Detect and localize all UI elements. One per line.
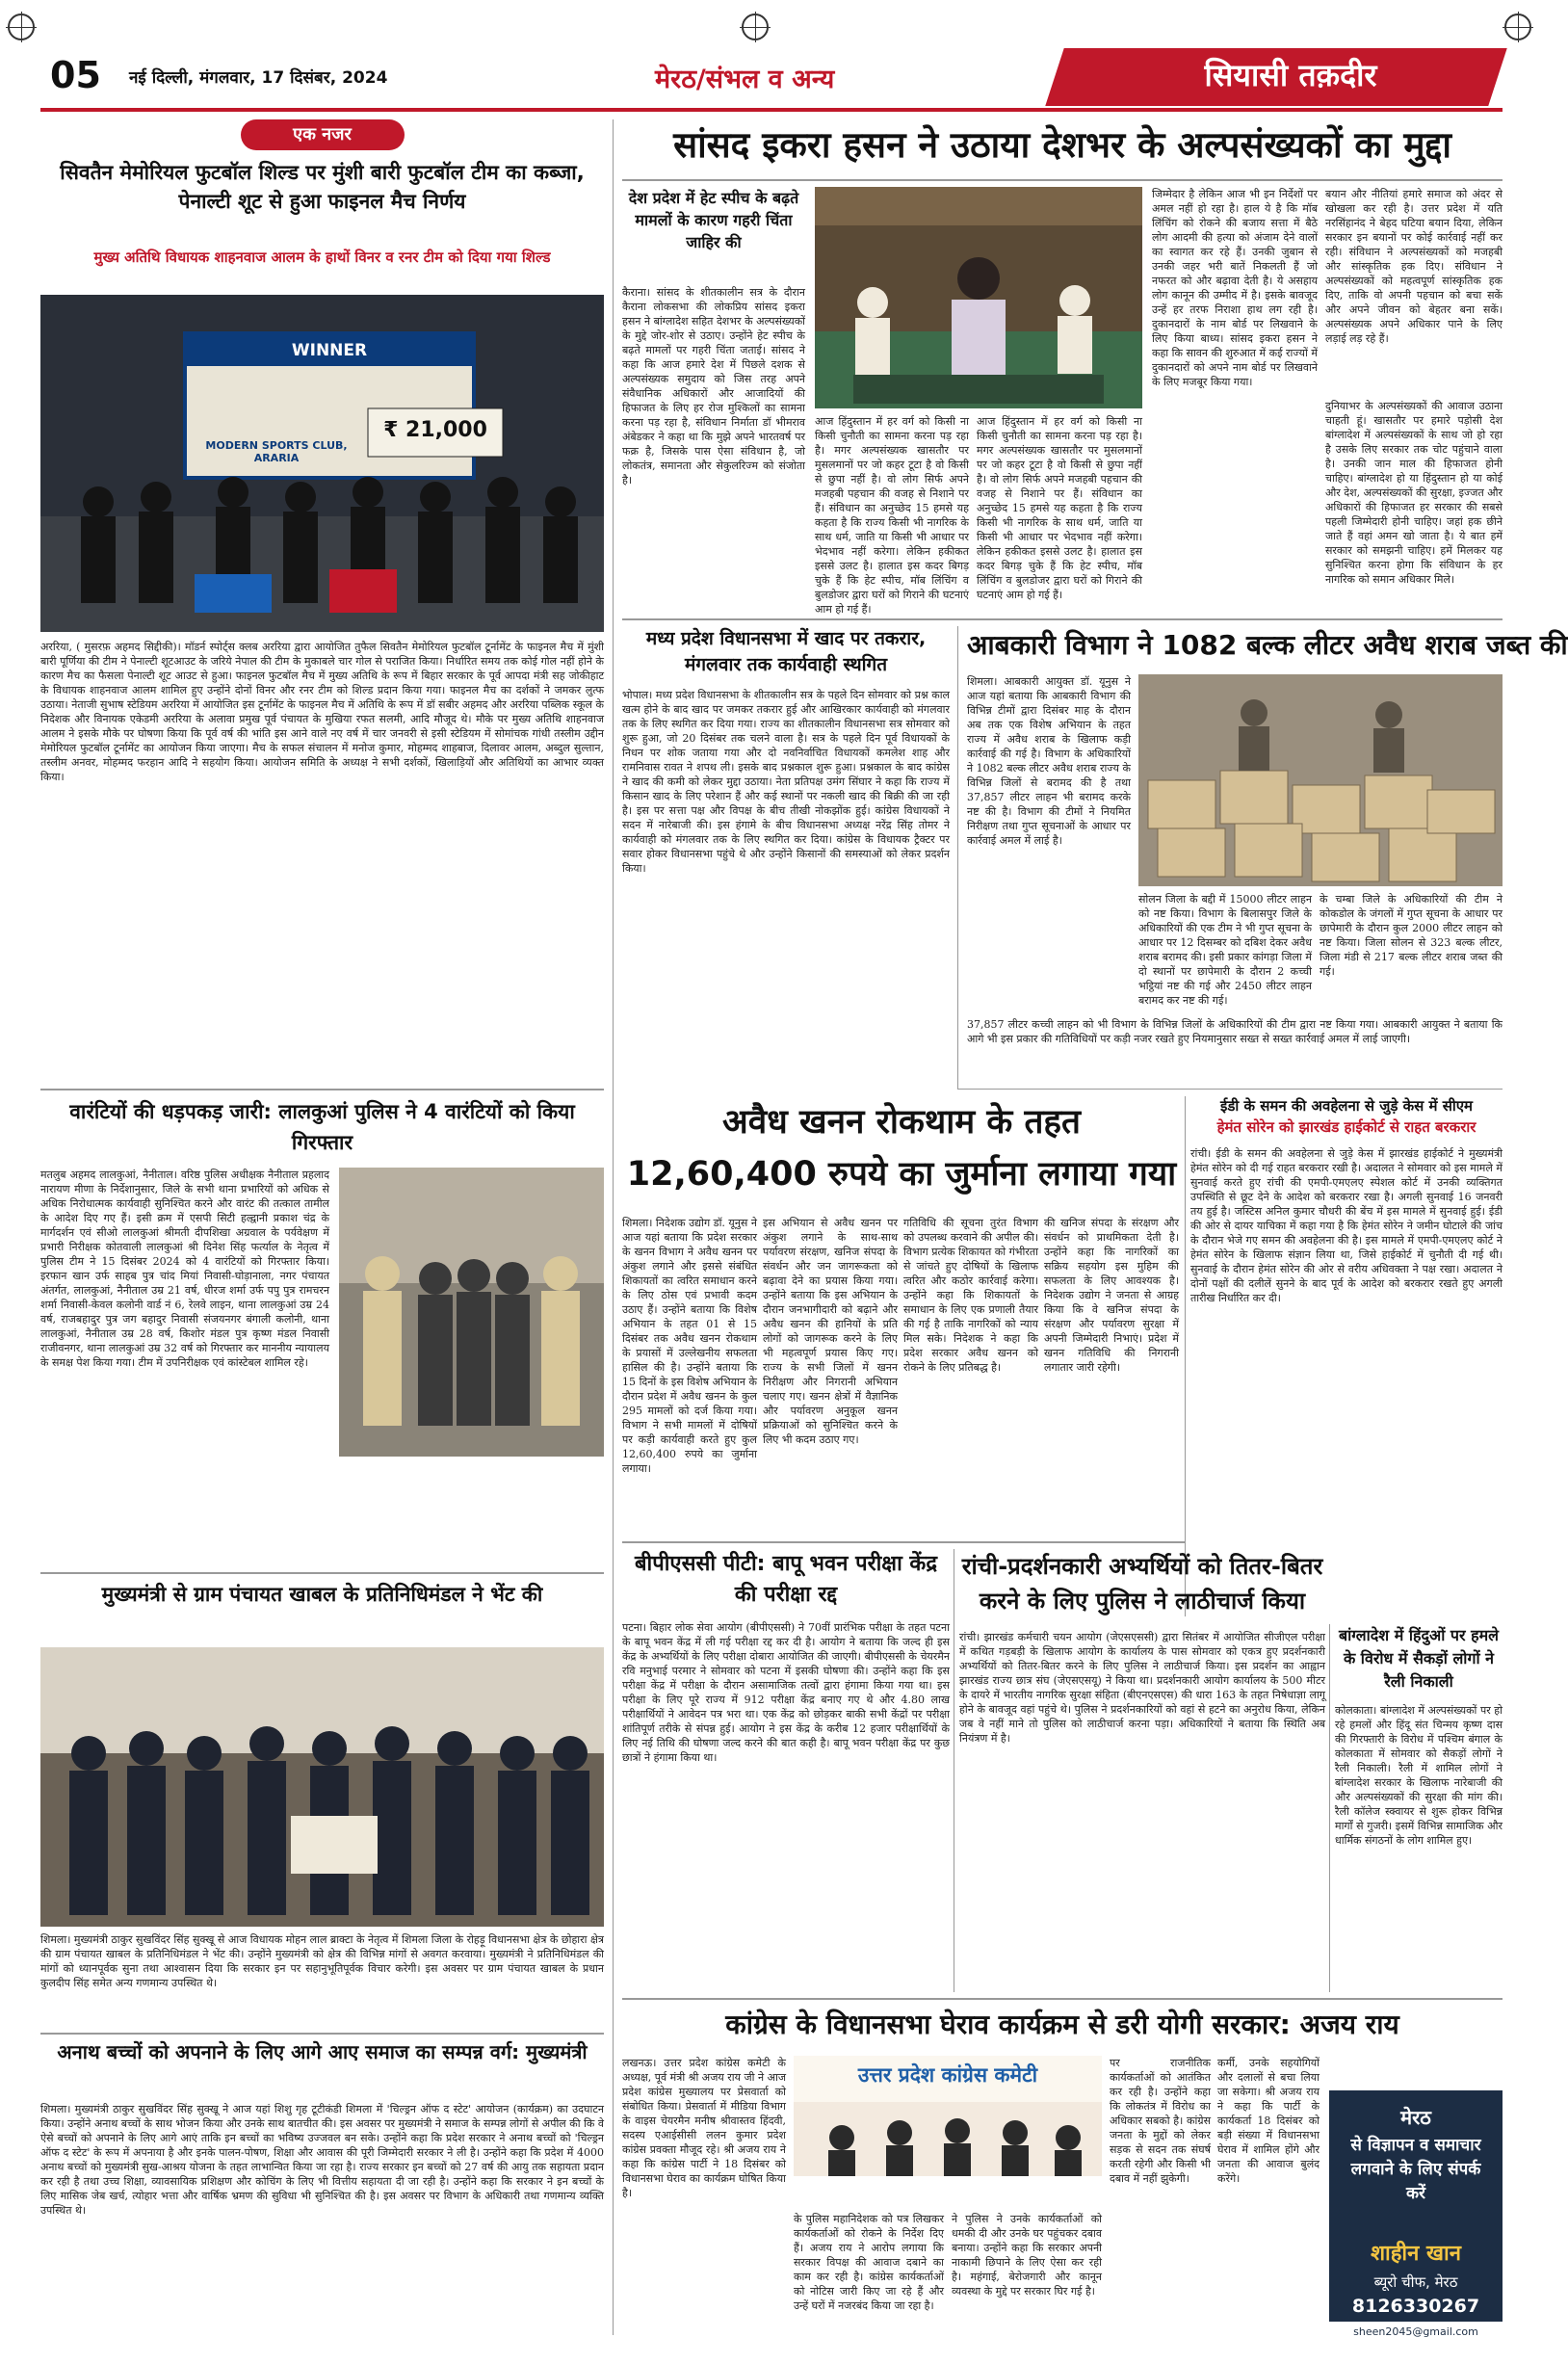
soren-headline-2: हेमंत सोरेन को झारखंड हाईकोर्ट से राहत बरकरार	[1216, 1118, 1477, 1136]
ek-nazar-subhead: मुख्य अतिथि विधायक शाहनवाज आलम के हाथों विनर व रनर टीम को दिया गया शिल्ड	[93, 249, 551, 266]
khanan-body-1: शिमला। निदेशक उद्योग डॉ. यूनुस ने आज यहां बताया कि प्रदेश सरकार के खनन विभाग ने अवैध खनन पर अंकुश लगाने और इससे संबंधित शिकायतों का त्वरित समाधान करने के लिए ठोस एवं प्रभावी कदम उठाए हैं। उन्होंने बताया कि विशेष अभियान के तहत 01 से 15 दिसंबर तक अवैध खनन रोकथाम के प्रयासों में उल्लेखनीय सफलता हासिल की है। उन्होंने बताया कि 15 दिनों के इस विशेष अभियान के दौरान प्रदेश में अवैध खनन के कुल 295 मामलों को दर्ज किया गया। विभाग ने सभी मामलों में दोषियों पर कड़ी कार्यवाही करते हुए कुल 12,60,400 रुपये का जुर्माना लगाया।	[622, 1217, 757, 1475]
khanan-col-3	[903, 1216, 1038, 1534]
bpsc-body: पटना। बिहार लोक सेवा आयोग (बीपीएससी) ने 70वीं प्रारंभिक परीक्षा के तहत पटना के बापू भवन केंद्र में ली गई परीक्षा रद्द कर दी है। आयोग ने बताया कि जल्द ही इस केंद्र के अभ्यर्थियों के लिए परीक्षा दोबारा आयोजित की जाएगी। बीपीएससी के चेयरमैन रवि मनुभाई परमार ने सोमवार को पटना में इसकी घोषणा की। उन्होंने कहा कि इस परीक्षा केंद्र में परीक्षा के दौरान असामाजिक तत्वों द्वारा हंगामा किया गया था। इस परीक्षा के लिए पूरे राज्य में 912 परीक्षा केंद्र बनाए गए थे और 4.80 लाख परीक्षार्थियों ने आवेदन पत्र भरा था। एक केंद्र को छोड़कर बाकी सभी केंद्रों पर परीक्षा शांतिपूर्ण तरीके से संपन्न हुई। आयोग ने इस केंद्र के करीब 12 हजार परीक्षार्थियों के लिए नई तिथि की घोषणा जल्द करने की बात कही है। बापू भवन परीक्षा केंद्र पर कुछ छात्रों ने हंगामा किया था।	[622, 1621, 950, 1764]
column-divider	[957, 626, 958, 1089]
abkari-body-2: सोलन जिला के बद्दी में 15000 लीटर लाहन को नष्ट किया। विभाग के बिलासपुर जिले के अधिकारियों की एक टीम ने भी गुप्त सूचना के आधार पर 12 दिसम्बर को दबिश देकर अवैध शराब बरामद की। इसी प्रकार कांगड़ा जिला में दो स्थानों पर छापेमारी के दौरान 2 कच्ची भट्ठियां नष्ट की गई और 2450 लीटर लाहन बरामद कर नष्ट की गई।	[1138, 893, 1312, 1007]
ranchi-article	[959, 1549, 1325, 1996]
anath-headline: अनाथ बच्चों को अपनाने के लिए आगे आए समाज का सम्पन्न वर्ग: मुख्यमंत्री	[57, 2040, 588, 2063]
police-photo	[339, 1168, 604, 1457]
iqra-body-1: कैराना। सांसद के शीतकालीन सत्र के दौरान कैराना लोकसभा की लोकप्रिय सांसद इकरा हसन ने बांग्लादेश सहित देशभर के अल्पसंख्यकों के मुद्दे जोर-शोर से उठाए। उन्होंने हेट स्पीच के बढ़ते मामलों पर गहरी चिंता जताई। सांसद ने कहा कि आज हमारे देश में पिछले दशक से अल्पसंख्यक समुदाय को जिस तरह अपने संवैधानिक अधिकारों और आजादियों की हिफाजत के लिए हर रोज मुश्किलों का सामना करना पड़ रहा है, संविधान निर्माता डॉ भीमराव अंबेडकर ने कहा था कि मुझे अपने भारतवर्ष पर फक्र है, जिसके पास ऐसा संविधान है, जो लोकतंत्र, समानता और सेकुलरिज्म को संजोता है।	[622, 286, 805, 486]
ek-nazar-label: एक नजर	[241, 119, 405, 150]
parliament-image	[815, 187, 1142, 408]
khanan-col-2	[763, 1216, 898, 1534]
abkari-article	[967, 626, 1568, 669]
registration-mark-icon	[8, 13, 35, 40]
date-line: नई दिल्ली, मंगलवार, 17 दिसंबर, 2024	[129, 68, 388, 88]
iqra-body-2: आज हिंदुस्तान में हर वर्ग को किसी ना किसी चुनौती का सामना करना पड़ रहा है। मगर अल्पसंख्यक खासतौर पर मुसलमानों पर जो कहर टूटा है वो किसी से छुपा नहीं है। वो लोग सिर्फ अपने मजहबी पहचान की वजह से निशाने पर हैं। संविधान का अनुच्छेद 15 हमसे यह कहता है कि राज्य किसी भी नागरिक के साथ धर्म, जाति या किसी भी आधार पर भेदभाव नहीं करेगा। लेकिन हकीकत इससे उलट है। हालात इस कदर बिगड़ चुके हैं कि हेट स्पीच, मॉब लिंचिंग व बुलडोजर द्वारा घरों को गिराने की घटनाएं आम हो गई हैं।	[815, 415, 969, 616]
congress-col-2	[794, 2212, 944, 2335]
ranchi-body: रांची। झारखंड कर्मचारी चयन आयोग (जेएसएससी) द्वारा सितंबर में आयोजित सीजीएल परीक्षा में कथित गड़बड़ी के खिलाफ आयोग के कार्यालय के पास सोमवार को एकत्र हुए प्रदर्शनकारी अभ्यर्थियों को तितर-बितर करने के लिए पुलिस ने लाठीचार्ज किया। इस प्रदर्शन का आह्वान झारखंड राज्य छात्र संघ (जेएसएसयू) ने किया था। प्रदर्शनकारी आयोग कार्यालय के 500 मीटर के दायरे में भारतीय नागरिक सुरक्षा संहिता (बीएनएसएस) की धारा 163 के तहत निषेधाज्ञा लागू होने के बावजूद वहां पहुंचे थे। पुलिस ने प्रदर्शनकारियों को वहां से हटने का अनुरोध किया, लेकिन जब वे नहीं माने तो पुलिस को लाठीचार्ज करना पड़ा। अधिकारियों ने बताया कि स्थिति अब नियंत्रण में है।	[959, 1631, 1325, 1745]
section-title: मेरठ/संभल व अन्य	[655, 65, 835, 94]
khanan-body-4: की खनिज संपदा के संरक्षण और संवर्धन को प्राथमिकता देती है। उन्होंने कहा कि नागरिकों का सक्रिय सहयोग इस मुहिम की सफलता के लिए आवश्यक है। निदेशक उद्योग ने जनता से आग्रह किया कि वे खनिज संपदा के संरक्षण और पर्यावरण सुरक्षा में अपनी जिम्मेदारी निभाएं। प्रदेश में खनन गतिविधि की निगरानी लगातार जारी रहेगी।	[1044, 1217, 1179, 1374]
page-number: 05	[50, 54, 101, 96]
congress-body-4: पर राजनीतिक कार्यकर्ताओं को आतंकित कर रही है। उन्होंने कहा कि लोकतंत्र में विरोध का अधिकार सबको है। कांग्रेस जनता के मुद्दों को लेकर सड़क से सदन तक संघर्ष करती रहेगी और किसी भी दबाव में नहीं झुकेगी।	[1110, 2057, 1211, 2185]
ad-city: मेरठ	[1400, 2106, 1431, 2129]
seized-liquor-image	[1138, 674, 1503, 886]
page-header	[0, 0, 1541, 114]
iqra-subhead: देश प्रदेश में हेट स्पीच के बढ़ते मामलों के कारण गहरी चिंता जाहिर की	[628, 189, 799, 251]
khanan-col-4	[1044, 1216, 1179, 1534]
divider	[622, 618, 1503, 620]
iqra-col-4	[1325, 187, 1503, 613]
congress-photo	[794, 2056, 1102, 2205]
advertisement-box	[1329, 2090, 1503, 2322]
divider	[40, 2033, 604, 2035]
abkari-body-3: के चम्बा जिले के अधिकारियों की टीम ने कोकडोल के जंगलों में गुप्त सूचना के आधार पर छापेमारी के दौरान कुल 2000 लीटर लाहन को नष्ट किया। जिला सोलन से 323 बल्क लीटर, जिला मंडी से 217 बल्क लीटर शराब जब्त की गई।	[1320, 893, 1503, 978]
abkari-col-3	[1320, 892, 1503, 1011]
divider	[40, 1572, 604, 1574]
congress-body-1: लखनऊ। उत्तर प्रदेश कांग्रेस कमेटी के अध्यक्ष, पूर्व मंत्री श्री अजय राय जी ने आज प्रदेश कांग्रेस मुख्यालय पर प्रेसवार्ता को संबोधित किया। प्रेसवार्ता में मीडिया विभाग के वाइस चेयरमैन मनीष श्रीवास्तव हिंदवी, सदस्य एआईसीसी ललन कुमार प्रदेश कांग्रेस प्रवक्ता मौजूद रहे। श्री अजय राय ने कहा कि कांग्रेस पार्टी ने 18 दिसंबर को विधानसभा घेराव का कार्यक्रम घोषित किया है।	[622, 2057, 786, 2199]
khanan-body-2: इस अभियान से अवैध खनन पर अंकुश लगाने के साथ-साथ पर्यावरण संरक्षण, खनिज संपदा के संवर्धन और जन जागरूकता को बढ़ावा देने का प्रयास किया गया। उन्होंने बताया कि इस अभियान के दौरान जनभागीदारी को बढ़ाने और अवैध खनन की हानियों के प्रति लोगों को जागरूक करने के लिए भी महत्वपूर्ण प्रयास किए गए। राज्य के सभी जिलों में खनन निरीक्षण और निगरानी अभियान चलाए गए। खनन क्षेत्रों में वैज्ञानिक और पर्यावरण अनुकूल खनन प्रक्रियाओं को सुनिश्चित करने के लिए भी कदम उठाए गए।	[763, 1217, 898, 1446]
congress-article	[622, 2006, 1503, 2048]
ad-text: से विज्ञापन व समाचार लगवाने के लिए संपर्क करें	[1350, 2136, 1481, 2203]
congress-headline: कांग्रेस के विधानसभा घेराव कार्यक्रम से डरी योगी सरकार: अजय राय	[725, 2009, 1399, 2040]
soren-headline-1: ईडी के समन की अवहेलना से जुड़े केस में सीएम	[1220, 1097, 1473, 1115]
ek-nazar-headline: सिवतैन मेमोरियल फुटबॉल शिल्ड पर मुंशी बारी फुटबॉल टीम का कब्जा, पेनाल्टी शूट से हुआ फाइनल मैच निर्णय	[60, 161, 585, 213]
cm-delegation-image	[40, 1647, 604, 1927]
khanan-col-1	[622, 1216, 757, 1534]
congress-body-5: कर्मी, उनके सहयोगियों और दलालों से बचा लिया जा सकेगा। श्री अजय राय ने कहा कि पार्टी के कार्यकर्ता 18 दिसंबर को बड़ी संख्या में विधानसभा घेराव में शामिल होंगे और जनता की आवाज बुलंद करेंगे।	[1217, 2057, 1320, 2185]
ad-name: शाहीन खान	[1371, 2242, 1461, 2266]
iqra-col-3	[1152, 187, 1318, 613]
congress-body-3: ने पुलिस ने उनके कार्यकर्ताओं को धमकी दी और उनके घर पहुंचकर दबाव बनाया। उन्होंने कहा कि सरकार अपनी नाकामी छिपाने के लिए ऐसा कर रही है। महंगाई, बेरोजगारी और कानून व्यवस्था के मुद्दे पर सरकार घिर गई है।	[952, 2213, 1102, 2298]
bangladesh-body: कोलकाता। बांग्लादेश में अल्पसंख्यकों पर हो रहे हमलों और हिंदू संत चिन्मय कृष्ण दास की गिरफ्तारी के विरोध में पश्चिम बंगाल के कोलकाता में सोमवार को सैकड़ों लोगों ने रैली निकाली। रैली में शामिल लोगों ने बांग्लादेश सरकार के खिलाफ नारेबाजी की और अल्पसंख्यकों की सुरक्षा की मांग की। रैली कॉलेज स्क्वायर से शुरू होकर विभिन्न मार्गों से गुजरी। इसमें विभिन्न सामाजिक और धार्मिक संगठनों के लोग शामिल हुए।	[1335, 1704, 1503, 1847]
congress-banner: उत्तर प्रदेश कांग्रेस कमेटी	[857, 2063, 1038, 2087]
registration-mark-icon	[742, 13, 769, 40]
ad-phone: 8126330267	[1351, 2296, 1480, 2317]
khabal-article	[40, 1580, 604, 2033]
mp-body: भोपाल। मध्य प्रदेश विधानसभा के शीतकालीन सत्र के पहले दिन सोमवार को प्रश्न काल खत्म होने के बाद खाद पर जमकर तकरार हुई और आखिरकार कार्यवाही को मंगलवार तक के लिए स्थगित कर दिया गया। राज्य का शीतकालीन विधानसभा सत्र सोमवार को शुरू हुआ, जो 20 दिसंबर तक चलने वाला है। सत्र के पहले दिन पूर्व विधायकों के निधन पर शोक जताया गया और दो नवनिर्वाचित विधायकों कमलेश शाह और रामनिवास रावत ने शपथ ली। इसके बाद प्रश्नकाल शुरू हुआ। प्रश्नकाल के बाद कांग्रेस ने खाद की कमी को लेकर मुद्दा उठाया। नेता प्रतिपक्ष उमंग सिंघार ने कहा कि राज्य में किसान खाद के लिए परेशान हैं और कई स्थानों पर नकली खाद की बिक्री की जा रही है। इस पर सत्ता पक्ष और विपक्ष के बीच तीखी नोकझोंक हुई। कांग्रेस विधायकों ने सदन में नारेबाजी की। इस हंगामे के बीच विधानसभा अध्यक्ष नरेंद्र सिंह तोमर ने कार्यवाही को मंगलवार तक के लिए स्थगित कर दिया। कांग्रेस के विधायक ट्रैक्टर पर सवार होकर विधानसभा पहुंचे थे और उन्होंने किसानों की समस्याओं को लेकर प्रदर्शन किया।	[622, 689, 950, 875]
congress-col-4	[1110, 2056, 1211, 2335]
congress-col-5	[1217, 2056, 1320, 2335]
divider	[957, 1089, 1503, 1090]
bpsc-headline: बीपीएससी पीटी: बापू भवन परीक्षा केंद्र की परीक्षा रद्द	[634, 1552, 938, 1607]
iqra-body-3: जिम्मेदार है लेकिन आज भी इन निर्देशों पर अमल नहीं हो रहा है। हाल ये है कि मॉब लिंचिंग को रोकने की बजाय सत्ता में बैठे लोग आदमी की हत्या को अंजाम देने वालों का स्वागत कर रहे हैं। उनकी जुबान से उनकी जहर भरी बातें निकलती हैं जो नफरत को और बढ़ावा देती है। ये असहाय लोग कानून की उम्मीद में है। इसके बावजूद उन्हें हर तरफ निराशा हाथ लग रही है। दुकानदारों के नाम बोर्ड पर लिखवाने के लिए किया बाध्य। सांसद इकरा हसन ने कहा कि सावन की शुरुआत में कई राज्यों में दुकानदारों को अपने नाम बोर्ड पर लिखवाने के लिए मजबूर किया गया।	[1152, 188, 1318, 388]
anath-article	[40, 2038, 604, 2354]
iqra-photo	[815, 187, 1142, 408]
iqra-body-4: बयान और नीतियां हमारे समाज को अंदर से खोखला कर रही है। उत्तर प्रदेश में यति नरसिंहानंद ने बेहद घटिया बयान दिया, लेकिन सरकार इन बयानों पर कोई कार्रवाई नहीं कर रही। संविधान ने अल्पसंख्यकों को मजहबी और सांस्कृतिक हक दिए। संविधान ने अल्पसंख्यकों को महत्वपूर्ण सांस्कृतिक हक दिए, ताकि वो अपनी पहचान को बचा सकें और अपने जीवन को बेहतर बना सकें। अल्पसंख्यक अपने अधिकार पाने के लिए लड़ाई लड़ रहे हैं।	[1325, 188, 1503, 345]
column-divider	[1329, 1624, 1330, 1992]
iqra-article	[622, 119, 1503, 175]
iqra-body-2b: आज हिंदुस्तान में हर वर्ग को किसी ना किसी चुनौती का सामना करना पड़ रहा है। मगर अल्पसंख्यक खासतौर पर मुसलमानों पर जो कहर टूटा है वो किसी से छुपा नहीं है। वो लोग सिर्फ अपने मजहबी पहचान की वजह से निशाने पर हैं। संविधान का अनुच्छेद 15 हमसे यह कहता है कि राज्य किसी भी नागरिक के साथ धर्म, जाति या किसी भी आधार पर भेदभाव नहीं करेगा। लेकिन हकीकत इससे उलट है। हालात इस कदर बिगड़ चुके हैं कि हेट स्पीच, मॉब लिंचिंग व बुलडोजर द्वारा घरों को गिराने की घटनाएं आम हो गई हैं।	[977, 415, 1142, 601]
iqra-col-2b	[977, 414, 1142, 613]
soren-body: रांची। ईडी के समन की अवहेलना से जुड़े केस में झारखंड हाईकोर्ट ने मुख्यमंत्री हेमंत सोरेन को दी गई राहत बरकरार रखी है। अदालत ने सोमवार को इस मामले में सुनवाई करते हुए रांची की एमपी-एमएलए स्पेशल कोर्ट में उनकी व्यक्तिगत उपस्थिति से छूट देने के आदेश को बरकरार रखा है। अगली सुनवाई 16 जनवरी तय हुई है। जस्टिस अनिल कुमार चौधरी की बेंच में इस मामले में सुनवाई हुई। ईडी की ओर से दायर याचिका में कहा गया है कि हेमंत सोरेन ने जमीन घोटाले की जांच के दौरान भेजे गए समन की अवहेलना की है। इस मामले में एमपी-एमएलए कोर्ट ने हेमंत सोरेन के खिलाफ संज्ञान लिया था, जिसे हाईकोर्ट में चुनौती दी गई थी। सुनवाई के दौरान हेमंत सोरेन की ओर से वरीय अधिवक्ता ने पक्ष रखा। अदालत ने दोनों पक्षों की दलीलें सुनने के बाद पूर्व के आदेश को बरकरार रखते हुए अगली तारीख निर्धारित कर दी।	[1190, 1147, 1503, 1304]
abkari-col-4	[967, 1017, 1503, 1085]
divider	[622, 1998, 1503, 2000]
mp-headline: मध्य प्रदेश विधानसभा में खाद पर तकरार, मंगलवार तक कार्यवाही स्थगित	[645, 628, 927, 675]
bangladesh-article	[1335, 1624, 1503, 1992]
abkari-headline: आबकारी विभाग ने 1082 बल्क लीटर अवैध शराब जब्त की	[967, 629, 1568, 661]
ad-email: sheen2045@gmail.com	[1353, 2325, 1478, 2338]
football-photo	[40, 295, 604, 632]
cm-meeting-photo	[40, 1647, 604, 1927]
congress-col-1	[622, 2056, 786, 2335]
ek-nazar-article	[40, 119, 604, 1112]
ad-role: ब्यूरो चीफ, मेरठ	[1373, 2273, 1458, 2291]
photo-banner-winner: WINNER	[291, 341, 368, 360]
bpsc-article	[622, 1549, 950, 1996]
mp-article	[622, 626, 950, 1087]
abkari-body-4: 37,857 लीटर कच्ची लाहन को भी विभाग के विभिन्न जिलों के अधिकारियों की टीम द्वारा नष्ट किया गया। आबकारी आयुक्त ने बताया कि आगे भी इस प्रकार की गतिविधियों पर कड़ी नजर रखते हुए नियमानुसार सख्त से सख्त कार्रवाई अमल में लाई जाएगी।	[967, 1018, 1503, 1045]
column-divider	[1185, 1096, 1186, 1616]
divider	[622, 179, 1503, 181]
column-divider	[613, 119, 614, 2335]
divider	[40, 1089, 604, 1090]
iqra-body-5: दुनियाभर के अल्पसंख्यकों की आवाज उठाना चाहती हूं। खासतौर पर हमारे पड़ोसी देश बांग्लादेश में अल्पसंख्यकों के साथ जो हो रहा है उसके लिए सरकार तक चोट पहुंचाने वाला है। उनकी जान माल की हिफाजत होनी चाहिए। बांग्लादेश हो या हिंदुस्तान हो या कोई और देश, अल्पसंख्यकों की सुरक्षा, इज्जत और अधिकारों की हिफाजत हर सरकार की सबसे पहली जिम्मेदारी होनी चाहिए। जहां हक छीने जाते हैं वहां अमन खो जाता है। ये बात हमें सरकार को समझनी चाहिए। हमें मिलकर यह सुनिश्चित करना होगा कि संविधान के हर नागरिक को समान अधिकार मिले।	[1325, 400, 1503, 586]
header-divider	[40, 108, 1503, 112]
photo-cheque-amount: ₹ 21,000	[383, 418, 487, 442]
iqra-col-2	[815, 414, 969, 616]
photo-banner-club: MODERN SPORTS CLUB, ARARIA	[205, 439, 348, 464]
congress-col-3	[952, 2212, 1102, 2335]
warrant-body: मतलुब अहमद लालकुआं, नैनीताल। वरिष्ठ पुलिस अधीक्षक नैनीताल प्रहलाद नारायण मीणा के निर्देशानुसार, जिले के सभी थाना प्रभारियों को अधिक से अधिक निरोधात्मक कार्यवाही सुनिश्चित करने और वारंट की तत्‍काल तामील के आदेश दिए गए हैं। इसी क्रम में एसपी सिटी हल्द्वानी प्रकाश चंद्र के मार्गदर्शन एवं सीओ लालकुआं श्रीमती दीपशिखा अग्रवाल के पर्यवेक्षण में प्रभारी निरीक्षक कोतवाली लालकुआं श्री दिनेश सिंह फर्त्याल के नेतृत्व में पुलिस टीम ने 15 दिसंबर 2024 को 4 वारंटियों को गिरफ्तार किया। इरफान खान उर्फ साहब पुत्र चांद मियां निवासी-घोड़ानाला, नगर पंचायत अंतर्गत, लालकुआं, नैनीताल उम्र 21 वर्ष, धीरज शर्मा उर्फ पपु पुत्र रामचरन शर्मा निवासी-केवल कलोनी वार्ड नं 6, रेलवे लाइन, थाना लालकुआं उम्र 24 वर्ष, राजबहादुर पुत्र जग बहादुर निवासी संजयनगर बंगाली कलोनी, थाना लालकुआं, नैनीताल उम्र 28 वर्ष, किशोर मंडल पुत्र कृष्ण मंडल निवासी राजीवनगर, थाना लालकुआं उम्र 32 वर्ष को गिरफ्तार कर माननीय न्यायालय के समक्ष पेश किया गया। टीम में उपनिरीक्षक एवं कांस्टेबल शामिल रहे।	[40, 1169, 329, 1369]
tagline: सियासी तक़दीर	[1204, 57, 1377, 93]
liquor-photo	[1138, 674, 1503, 886]
khabal-body: शिमला। मुख्यमंत्री ठाकुर सुखविंदर सिंह सुक्खू से आज विधायक मोहन लाल ब्राक्टा के नेतृत्व में शिमला जिला के रोहड़ू विधानसभा क्षेत्र के छोहारा क्षेत्र की ग्राम पंचायत खाबल के प्रतिनिधिमंडल ने भेंट की। उन्होंने मुख्यमंत्री को क्षेत्र की विभिन्न मांगों से अवगत करवाया। मुख्यमंत्री ने प्रतिनिधिमंडल की मांगों को ध्यानपूर्वक सुना तथा आश्वासन दिया कि सरकार इन पर सहानुभूतिपूर्वक विचार करेगी। इस अवसर पर ग्राम पंचायत खाबल के प्रधान कुलदीप सिंह समेत अन्य गणमान्य उपस्थित थे।	[40, 1933, 604, 1989]
registration-mark-icon	[1504, 13, 1531, 40]
ek-nazar-body: अररिया, ( मुसरफ़ अहमद सिद्दीकी)। मॉडर्न स्पोर्ट्स क्लब अररिया द्वारा आयोजित तुफैल सिवतैन मेमोरियल फुटबॉल टूर्नामेंट के फाइनल मैच में मुंशी बारी पूर्णिया की टीम ने पेनाल्टी शूटआउट के जरिये नेपाल की टीम के मुकाबले चार गोल से पराजित किया। निर्धारित समय तक कोई गोल नहीं होने के कारण मैच का फैसला पेनाल्टी शूट आउट से हुआ। फाइनल फुटबॉल मैच में मुख्य अतिथि के रूप में बिहार सरकार के पूर्व आपदा मंत्री सह जोकीहाट के विधायक शाहनवाज आलम शामिल हुए उन्होंने दोनों विनर और रनर टीम को शिल्ड प्रदान किया गया। फाइनल मैच का दर्शकों ने जमकर लुत्फ उठाया। नेताजी सुभाष स्टेडियम अररिया में आयोजित इस टूर्नामेंट के फाइनल मैच में अतिथि के रूप में डॉ सबीर अहमद और अररिया पब्लिक स्कूल के निदेशक और विनायक एकेडमी अररिया के अलावा प्रमुख पूर्व पंचायत के मुखिया रफत सलमी, आदि मौजूद थे। मौके पर मुख्य अतिथि शाहनवाज आलम ने इसके मौके पर घोषणा किया कि पूर्व वर्ष की भांति इस आने वाले नए वर्ष में चार जनवरी से इसी स्टेडियम में सोमांचक गांधी तस्लीम उद्दीन मेमोरियल फुटबॉल टूर्नामेंट का आयोजन किया जाएगा। मैच के सफल संचालन में मनोज कुमार, मोहम्मद शाहबाज, दिलावर आलम, अब्दुल सुल्तान, तस्लीम अनवर, मोहम्मद फरहान आदि ने सहयोग किया। आयोजन समिति के अध्यक्ष ने सभी दर्शकों, खिलाड़ियों और अतिथियों का आभार व्यक्त किया।	[40, 641, 604, 783]
congress-body-2: के पुलिस महानिदेशक को पत्र लिखकर कार्यकर्ताओं को रोकने के निर्देश दिए हैं। अजय राय ने आरोप लगाया कि सरकार विपक्ष की आवाज दबाने का काम कर रही है। कांग्रेस कार्यकर्ताओं को नोटिस जारी किए जा रहे हैं और उन्हें घरों में नजरबंद किया जा रहा है।	[794, 2213, 944, 2312]
bangladesh-headline: बांग्लादेश में हिंदुओं पर हमले के विरोध में सैकड़ों लोगों ने रैली निकाली	[1338, 1626, 1500, 1691]
khabal-headline: मुख्यमंत्री से ग्राम पंचायत खाबल के प्रतिनिधिमंडल ने भेंट की	[101, 1583, 543, 1606]
ranchi-headline: रांची-प्रदर्शनकारी अभ्यर्थियों को तितर-बितर करने के लिए पुलिस ने लाठीचार्ज किया	[961, 1553, 1323, 1615]
abkari-col-1	[967, 674, 1131, 1011]
khanan-body-3: गतिविधि की सूचना तुरंत विभाग को उपलब्ध करवाने की अपील की। विभाग प्रत्येक शिकायत को गंभीरता से जांचते हुए दोषियों के खिलाफ त्वरित और कठोर कार्रवाई करेगा। उन्होंने कहा कि शिकायतों के समाधान के लिए एक प्रणाली तैयार की गई है ताकि नागरिकों को न्याय मिल सके। निदेशक ने कहा कि प्रदेश सरकार अवैध खनन को रोकने के लिए प्रतिबद्ध है।	[903, 1217, 1038, 1374]
soren-article	[1190, 1096, 1503, 1616]
abkari-col-2	[1138, 892, 1312, 1011]
khanan-headline: अवैध खनन रोकथाम के तहत 12,60,400 रुपये का जुर्माना लगाया गया	[626, 1103, 1177, 1194]
iqra-headline: सांसद इकरा हसन ने उठाया देशभर के अल्पसंख्यकों का मुद्दा	[673, 124, 1451, 166]
warrant-headline: वारंटियों की धड़पकड़ जारी: लालकुआं पुलिस ने 4 वारंटियों को किया गिरफ्तार	[69, 1100, 575, 1154]
police-arrest-image	[339, 1168, 604, 1457]
abkari-body-1: शिमला। आबकारी आयुक्त डॉ. यूनुस ने आज यहां बताया कि आबकारी विभाग की विभिन्न टीमों द्वारा दिसंबर माह के दौरान अब तक एक विशेष अभियान के तहत राज्य में अवैध शराब के खिलाफ कड़ी कार्रवाई की गई है। विभाग के अधिकारियों ने 1082 बल्क लीटर अवैध शराब राज्य के विभिन्न जिलों से बरामद की है तथा 37,857 लीटर लाहन भी बरामद करके नष्ट की है। विभाग की टीमों ने नियमित निरीक्षण तथा गुप्त सूचनाओं के आधार पर कार्रवाई अमल में लाई है।	[967, 675, 1131, 847]
anath-body: शिमला। मुख्यमंत्री ठाकुर सुखविंदर सिंह सुक्खू ने आज यहां शिशु गृह टूटीकंडी शिमला में 'चिल्ड्रन ऑफ द स्टेट' आयोजन (कार्यक्रम) का उदघाटन किया। उन्होंने अनाथ बच्चों के साथ भोजन किया और उनके साथ बातचीत की। इस अवसर पर मुख्यमंत्री ने समाज के सम्पन्न लोगों से अपील की कि वे ऐसे बच्चों को अपनाने के लिए आगे आएं ताकि इन बच्चों का भविष्य उज्जवल बन सके। उन्होंने कहा कि प्रदेश सरकार ने अनाथ बच्चों को 'चिल्ड्रन ऑफ द स्टेट' के रूप में अपनाया है और इनके पालन-पोषण, शिक्षा और आवास की पूरी जिम्मेदारी सरकार ने ली है। उन्होंने कहा कि प्रदेश में 4000 अनाथ बच्चों को मुख्यमंत्री सुख-आश्रय योजना के तहत लाभान्वित किया जा रहा है। राज्य सरकार इन बच्चों को 27 वर्ष की आयु तक सहायता प्रदान कर रही है तथा उच्च शिक्षा, व्यावसायिक प्रशिक्षण और कोचिंग के लिए भी वित्तीय सहायता दी जा रही है। उन्होंने कहा कि सरकार ने इन बच्चों के लिए मासिक जेब खर्च, त्योहार भत्ता और वार्षिक भ्रमण की सुविधा भी सुनिश्चित की है। इस अवसर पर विभाग के अधिकारी तथा गणमान्य व्यक्ति उपस्थित थे।	[40, 2103, 604, 2217]
divider	[622, 1541, 1185, 1543]
khanan-article	[622, 1096, 1181, 1208]
